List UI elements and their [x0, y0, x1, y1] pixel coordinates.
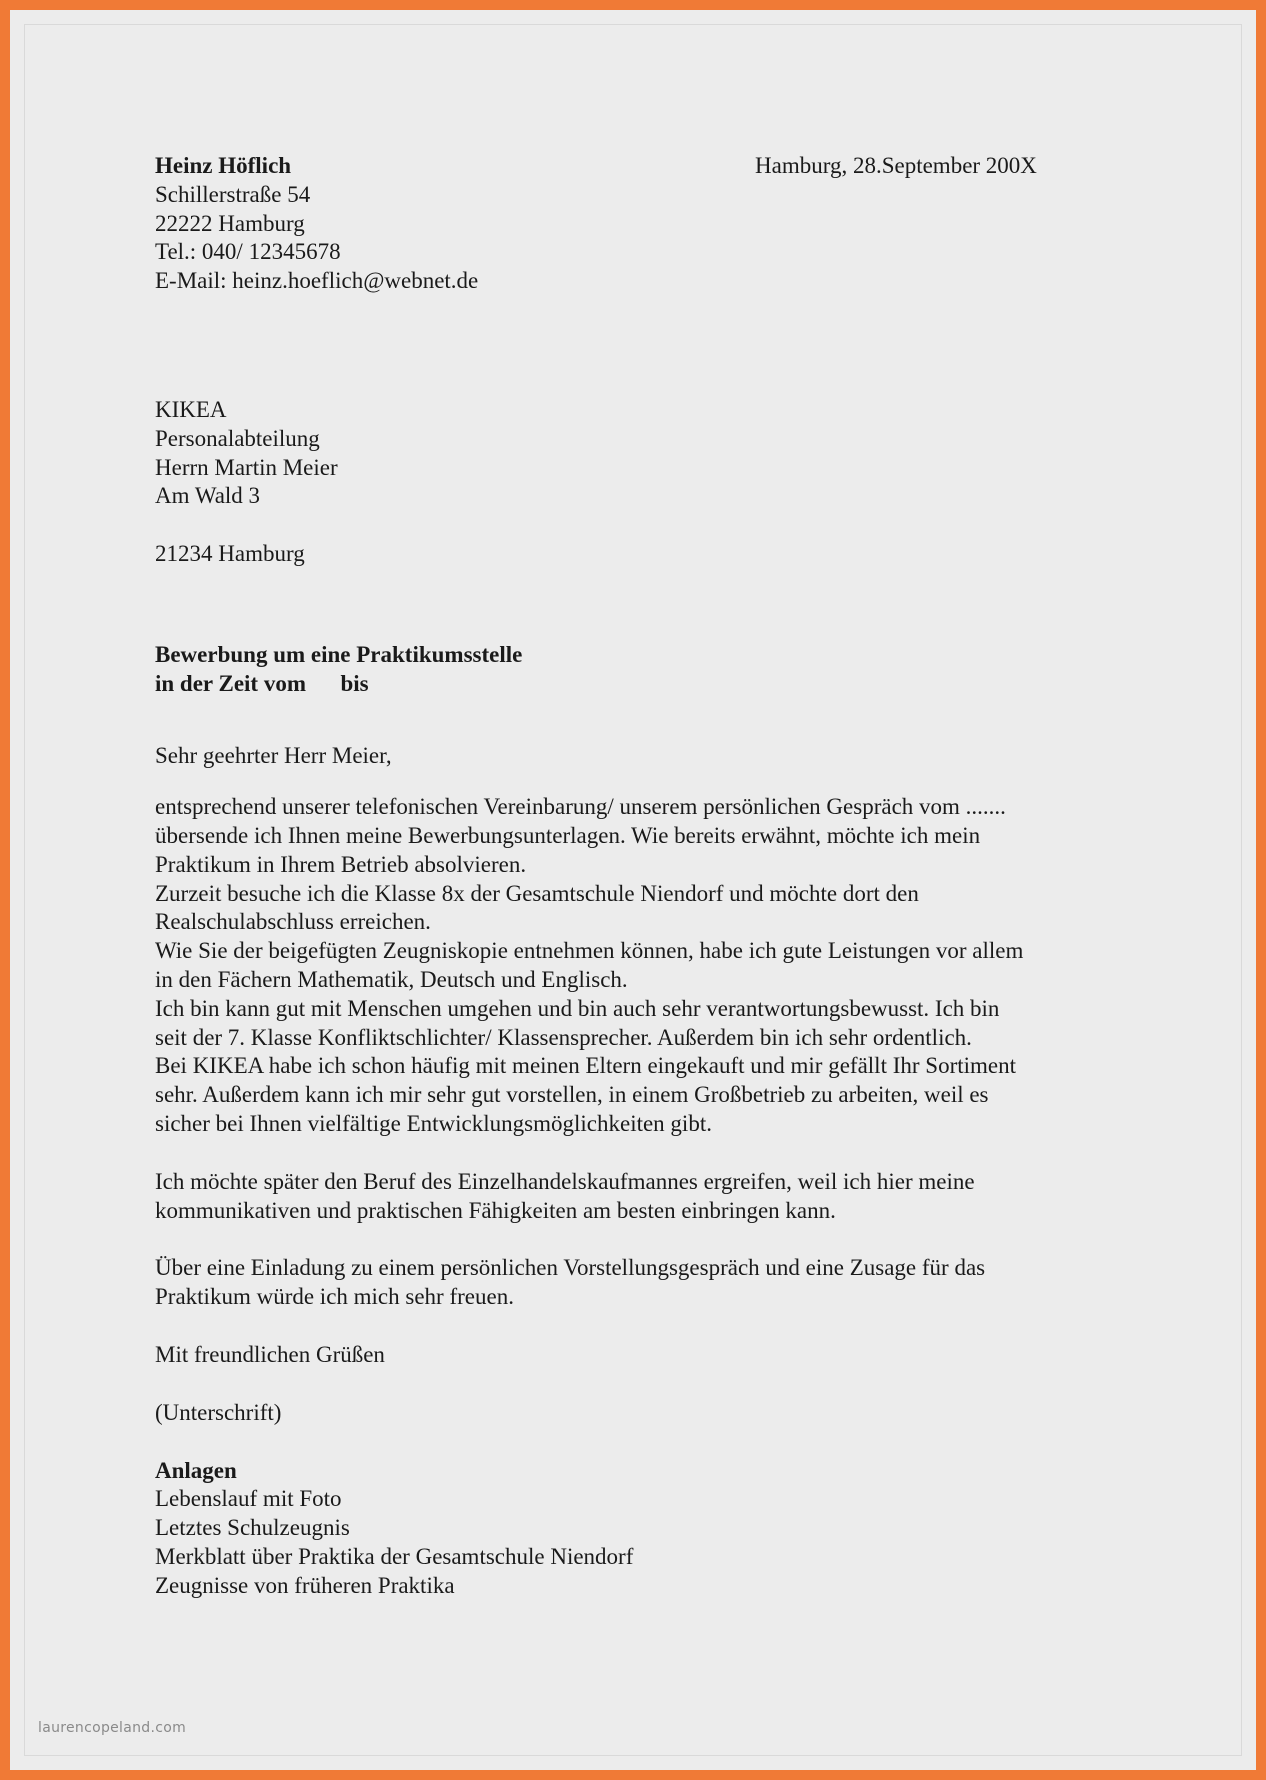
recipient-contact: Herrn Martin Meier [155, 454, 338, 480]
attachment-item: Letztes Schulzeugnis [155, 1515, 350, 1541]
paragraph-line: Praktikum würde ich mich sehr freuen. [155, 1284, 514, 1310]
paragraph-line: Realschulabschluss erreichen. [155, 909, 431, 935]
recipient-street: Am Wald 3 [155, 483, 261, 509]
paragraph-3 [155, 1254, 1115, 1312]
recipient-company: KIKEA [155, 396, 227, 422]
recipient-city: 21234 Hamburg [155, 540, 305, 566]
paragraph-line: in den Fächern Mathematik, Deutsch und Englisch. [155, 966, 628, 992]
sender-street: Schillerstraße 54 [155, 181, 311, 207]
paragraph-line: Zurzeit besuche ich die Klasse 8x der Gesamtschule Niendorf und möchte dort den [155, 880, 919, 906]
paragraph-line: Praktikum in Ihrem Betrieb absolvieren. [155, 851, 527, 877]
sender-block [155, 152, 1115, 296]
attachment-item: Merkblatt über Praktika der Gesamtschule Niendorf [155, 1543, 634, 1569]
sender-phone: Tel.: 040/ 12345678 [155, 239, 341, 265]
paragraph-line: Bei KIKEA habe ich schon häufig mit meinen Eltern eingekauft und mir gefällt Ihr Sortiment [155, 1053, 1016, 1079]
watermark-text: laurencopeland.com [38, 1720, 187, 1736]
paragraph-line: Ich bin kann gut mit Menschen umgehen und bin auch sehr verantwortungsbewusst. Ich bin [155, 995, 1000, 1021]
paragraph-line: sicher bei Ihnen vielfältige Entwicklungsmöglichkeiten gibt. [155, 1110, 712, 1136]
paragraph-line: sehr. Außerdem kann ich mir sehr gut vorstellen, in einem Großbetrieb zu arbeiten, weil es [155, 1082, 989, 1108]
paragraph-line: seit der 7. Klasse Konfliktschlichter/ Klassensprecher. Außerdem bin ich sehr ordentlich. [155, 1024, 972, 1050]
paragraph-line: Wie Sie der beigefügten Zeugniskopie entnehmen können, habe ich gute Leistungen vor allem [155, 938, 1024, 964]
paragraph-1 [155, 793, 1115, 1139]
sender-email: E-Mail: heinz.hoeflich@webnet.de [155, 268, 479, 294]
recipient-block [155, 396, 1115, 569]
subject-block [155, 641, 1115, 699]
subject-line-1: Bewerbung um eine Praktikumsstelle [155, 641, 523, 667]
recipient-department: Personalabteilung [155, 425, 320, 451]
paragraph-2 [155, 1168, 1115, 1226]
paragraph-line: übersende ich Ihnen meine Bewerbungsunterlagen. Wie bereits erwähnt, möchte ich mein [155, 822, 981, 848]
signature-placeholder: (Unterschrift) [155, 1399, 282, 1425]
paragraph-line: Über eine Einladung zu einem persönlichen Vorstellungsgespräch und eine Zusage für das [155, 1255, 986, 1281]
attachment-item: Lebenslauf mit Foto [155, 1486, 342, 1512]
letter-body [155, 152, 1115, 1600]
closing: Mit freundlichen Grüßen [155, 1341, 385, 1367]
paragraph-line: Ich möchte später den Beruf des Einzelhandelskaufmannes ergreifen, weil ich hier meine [155, 1168, 975, 1194]
letter-date: Hamburg, 28.September 200X [755, 153, 1037, 178]
attachments-block [155, 1457, 1115, 1601]
subject-line-2: in der Zeit vom bis [155, 670, 369, 696]
paragraph-line: kommunikativen und praktischen Fähigkeiten am besten einbringen kann. [155, 1197, 836, 1223]
attachments-heading: Anlagen [155, 1457, 237, 1483]
salutation: Sehr geehrter Herr Meier, [155, 743, 392, 769]
paragraph-line: entsprechend unserer telefonischen Vereinbarung/ unserem persönlichen Gespräch vom ....... [155, 794, 1006, 820]
sender-city: 22222 Hamburg [155, 210, 305, 236]
sender-name: Heinz Höflich [155, 153, 292, 178]
attachment-item: Zeugnisse von früheren Praktika [155, 1572, 455, 1598]
